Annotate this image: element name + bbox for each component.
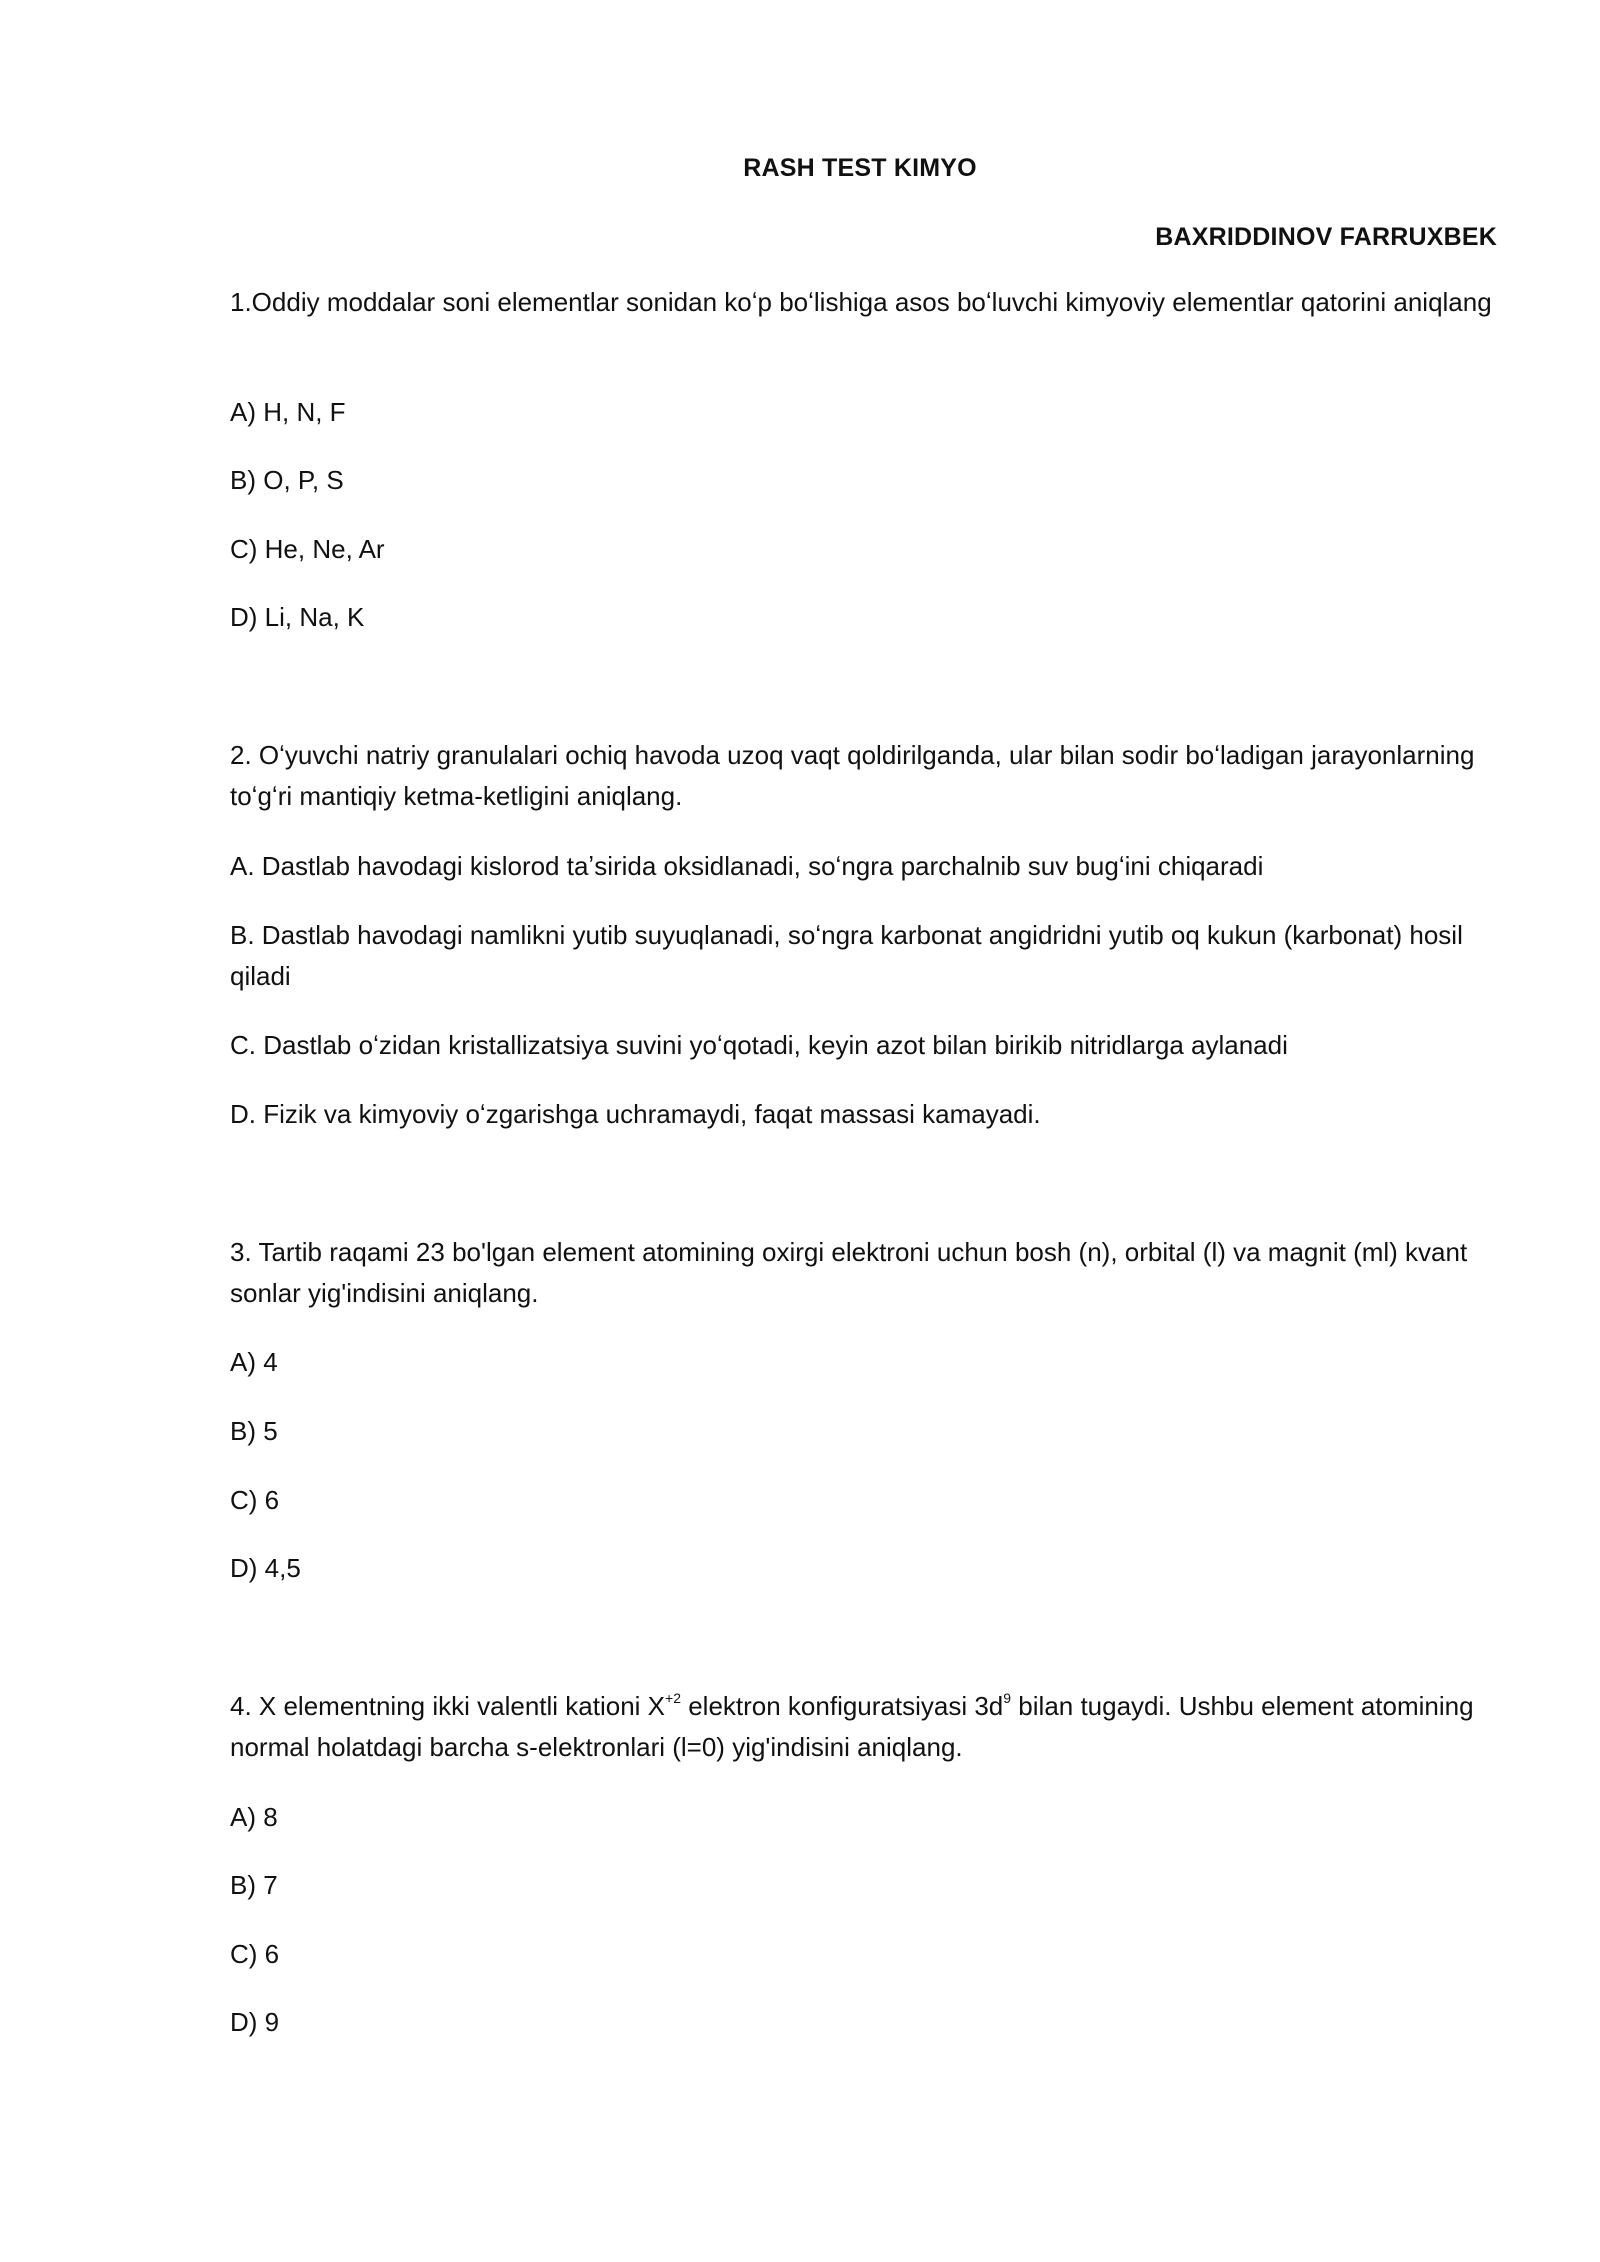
question-3-option-a: A) 4 xyxy=(230,1347,278,1377)
document-title: RASH TEST KIMYO xyxy=(743,154,977,182)
question-2-option-b: B. Dastlab havodagi namlikni yutib suyuqlanadi, soʻngra karbonat angidridni yutib oq kukun (karbonat) hosil qiladi xyxy=(230,920,1463,991)
author-name: BAXRIDDINOV FARRUXBEK xyxy=(1155,223,1497,251)
question-4-text-end: bilan tugaydi. Ushbu element atomining normal holatdagi barcha s-elektronlari (l=0) yig'indisini aniqlang. xyxy=(230,1691,1474,1762)
charge-superscript: +2 xyxy=(665,1690,681,1706)
question-3-text: 3. Tartib raqami 23 bo'lgan element atomining oxirgi elektroni uchun bosh (n), orbital (l) va magnit (ml) kvant sonlar yig'indisini aniqlang. xyxy=(230,1237,1468,1308)
question-2-option-c: C. Dastlab oʻzidan kristallizatsiya suvini yoʻqotadi, keyin azot bilan birikib nitridlarga aylanadi xyxy=(230,1030,1288,1060)
question-4-option-c: C) 6 xyxy=(230,1939,280,1969)
question-4-option-d: D) 9 xyxy=(230,2007,280,2037)
question-3-option-d: D) 4,5 xyxy=(230,1553,301,1583)
question-2-text: 2. Oʻyuvchi natriy granulalari ochiq havoda uzoq vaqt qoldirilganda, ular bilan sodir boʻladigan jarayonlarning toʻgʻri mantiqiy ketma-ketligini aniqlang. xyxy=(230,740,1475,811)
question-4-option-b: B) 7 xyxy=(230,1870,278,1900)
question-2-option-d: D. Fizik va kimyoviy oʻzgarishga uchramaydi, faqat massasi kamayadi. xyxy=(230,1099,1041,1129)
question-1-option-c: C) He, Ne, Ar xyxy=(230,534,385,564)
question-4 xyxy=(230,1686,1500,1768)
question-3-option-c: C) 6 xyxy=(230,1485,280,1515)
question-3-option-b: B) 5 xyxy=(230,1416,278,1446)
question-1-option-d: D) Li, Na, K xyxy=(230,602,365,632)
question-4-text-middle: elektron konfiguratsiyasi 3d xyxy=(680,1691,1004,1721)
question-1-text: 1.Oddiy moddalar soni elementlar sonidan koʻp boʻlishiga asos boʻluvchi kimyoviy elementlar qatorini aniqlang xyxy=(230,287,1492,317)
question-1 xyxy=(230,282,1500,323)
question-4-text xyxy=(230,1686,1500,1768)
question-1-option-a: A) H, N, F xyxy=(230,397,346,427)
question-2-option-a: A. Dastlab havodagi kislorod taʼsirida oksidlanadi, soʻngra parchalnib suv bugʻini chiqaradi xyxy=(230,851,1264,881)
electron-count-superscript: 9 xyxy=(1003,1690,1012,1706)
question-3 xyxy=(230,1232,1500,1314)
question-4-option-a: A) 8 xyxy=(230,1802,278,1832)
question-1-option-b: B) O, P, S xyxy=(230,465,344,495)
question-4-text-start: 4. X elementning ikki valentli kationi X xyxy=(230,1691,666,1721)
question-2 xyxy=(230,735,1500,817)
